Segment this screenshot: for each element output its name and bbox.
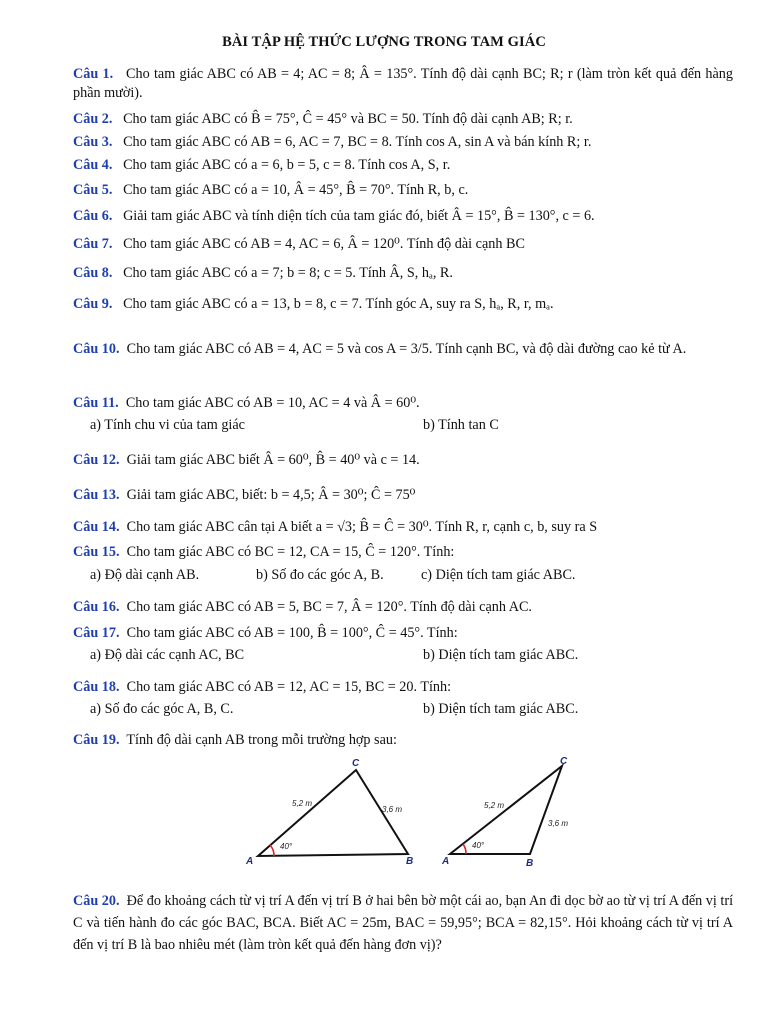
question-label: Câu 9. — [73, 296, 113, 312]
question-text: Để đo khoảng cách từ vị trí A đến vị trí B ở hai bên bờ một cái ao, bạn An đi dọc bờ ao từ vị trí A đến vị trí C và tiến hành đo các góc BAC, BCA. Biết AC = 25m, BAC = 59,95°; BCA = 82,15°. Hỏi khoảng cách từ vị trí A đến vị trí B là bao nhiêu mét (làm tròn kết quả đến hàng đơn vị)? — [73, 893, 734, 953]
question-5 — [73, 181, 733, 200]
question-label: Câu 18. — [73, 679, 120, 695]
question-text: Cho tam giác ABC có B̂ = 75°, Ĉ = 45° và BC = 50. Tính độ dài cạnh AB; R; r. — [123, 111, 573, 127]
question-20 — [73, 890, 733, 956]
question-text: Cho tam giác ABC có AB = 4, AC = 5 và cos A = 3/5. Tính cạnh BC, và độ dài đường cao kẻ từ A. — [126, 341, 687, 357]
question-16 — [73, 598, 733, 617]
question-2 — [73, 110, 733, 129]
question-text: Cho tam giác ABC có a = 6, b = 5, c = 8. Tính cos A, S, r. — [123, 157, 451, 173]
triangle-shape — [450, 766, 562, 854]
question-text: Cho tam giác ABC có AB = 12, AC = 15, BC = 20. Tính: — [126, 679, 452, 695]
question-label: Câu 12. — [73, 452, 120, 468]
question-label: Câu 7. — [73, 236, 113, 252]
side-bc-label: 3,6 m — [382, 805, 403, 814]
question-text: Cho tam giác ABC có BC = 12, CA = 15, Ĉ = 120°. Tính: — [126, 544, 455, 560]
vertex-b-label: B — [526, 858, 534, 868]
angle-a-label: 40° — [280, 842, 293, 851]
question-label: Câu 6. — [73, 208, 113, 224]
question-label: Câu 1. — [73, 66, 114, 82]
question-text: Giải tam giác ABC, biết: b = 4,5; Â = 30⁰; Ĉ = 75⁰ — [126, 487, 416, 503]
triangle-figure-1 — [240, 756, 430, 868]
question-7 — [73, 235, 733, 254]
question-text: Giải tam giác ABC biết Â = 60⁰, B̂ = 40⁰ và c = 14. — [126, 452, 420, 468]
question-label: Câu 17. — [73, 625, 120, 641]
question-text: Cho tam giác ABC cân tại A biết a = √3; B̂ = Ĉ = 30⁰. Tính R, r, cạnh c, b, suy ra S — [126, 519, 598, 535]
question-text: Cho tam giác ABC có AB = 5, BC = 7, Â = 120°. Tính độ dài cạnh AC. — [126, 599, 532, 615]
question-6 — [73, 207, 733, 226]
question-label: Câu 19. — [73, 732, 120, 748]
question-19 — [73, 731, 733, 750]
question-label: Câu 5. — [73, 182, 113, 198]
question-15-part-b: b) Số đo các góc A, B. — [256, 567, 384, 583]
angle-arc — [270, 845, 274, 856]
question-text: Cho tam giác ABC có AB = 6, AC = 7, BC = 8. Tính cos A, sin A và bán kính R; r. — [123, 134, 592, 150]
question-1 — [73, 65, 733, 102]
question-label: Câu 11. — [73, 395, 119, 411]
question-8 — [73, 264, 733, 283]
question-label: Câu 10. — [73, 341, 120, 357]
vertex-c-label: C — [352, 758, 360, 769]
question-text: Giải tam giác ABC và tính diện tích của tam giác đó, biết Â = 15°, B̂ = 130°, c = 6. — [123, 208, 595, 224]
question-text: Cho tam giác ABC có AB = 100, B̂ = 100°, Ĉ = 45°. Tính: — [126, 625, 458, 641]
vertex-a-label: A — [246, 856, 254, 867]
side-ac-label: 5,2 m — [484, 801, 505, 810]
vertex-b-label: B — [406, 856, 414, 867]
question-15-part-a: a) Độ dài cạnh AB. — [90, 567, 200, 583]
question-9 — [73, 295, 733, 314]
question-label: Câu 4. — [73, 157, 113, 173]
angle-arc — [463, 844, 466, 854]
question-11-part-a: a) Tính chu vi của tam giác — [90, 417, 245, 433]
question-label: Câu 16. — [73, 599, 120, 615]
question-label: Câu 20. — [73, 893, 120, 909]
angle-a-label: 40° — [472, 841, 485, 850]
question-label: Câu 13. — [73, 487, 120, 503]
question-text: Cho tam giác ABC có AB = 4, AC = 6, Â = 120⁰. Tính độ dài cạnh BC — [123, 236, 525, 252]
question-13 — [73, 486, 733, 505]
question-text: Cho tam giác ABC có a = 10, Â = 45°, B̂ = 70°. Tính R, b, c. — [123, 182, 469, 198]
vertex-c-label: C — [560, 756, 568, 767]
question-18-part-a: a) Số đo các góc A, B, C. — [90, 701, 234, 717]
question-10 — [73, 336, 733, 363]
question-label: Câu 14. — [73, 519, 120, 535]
question-18-part-b: b) Diện tích tam giác ABC. — [423, 701, 579, 717]
question-17 — [73, 624, 733, 643]
question-18 — [73, 678, 733, 697]
question-3 — [73, 133, 733, 152]
side-ac-label: 5,2 m — [292, 799, 313, 808]
question-17-part-b: b) Diện tích tam giác ABC. — [423, 647, 579, 663]
question-text: Cho tam giác ABC có AB = 10, AC = 4 và Â = 60⁰. — [125, 395, 420, 411]
page-title: BÀI TẬP HỆ THỨC LƯỢNG TRONG TAM GIÁC — [222, 34, 546, 50]
question-15-part-c: c) Diện tích tam giác ABC. — [421, 567, 576, 583]
question-17-part-a: a) Độ dài các cạnh AC, BC — [90, 647, 245, 663]
question-label: Câu 2. — [73, 111, 113, 127]
question-11-part-b: b) Tính tan C — [423, 417, 499, 433]
question-14 — [73, 518, 733, 537]
question-11 — [73, 394, 733, 413]
question-label: Câu 8. — [73, 265, 113, 281]
question-label: Câu 3. — [73, 134, 113, 150]
side-bc-label: 3,6 m — [548, 819, 569, 828]
triangle-figure-2 — [440, 756, 580, 868]
question-text: Tính độ dài cạnh AB trong mỗi trường hợp sau: — [126, 732, 397, 748]
question-4 — [73, 156, 733, 175]
question-text: Cho tam giác ABC có AB = 4; AC = 8; Â = 135°. Tính độ dài cạnh BC; R; r (làm tròn kết quả đến hàng phần mười). — [73, 66, 733, 101]
question-12 — [73, 451, 733, 470]
vertex-a-label: A — [442, 856, 450, 867]
question-label: Câu 15. — [73, 544, 120, 560]
question-15 — [73, 543, 733, 562]
question-text: Cho tam giác ABC có a = 7; b = 8; c = 5. Tính Â, S, hₐ, R. — [123, 265, 453, 281]
question-text: Cho tam giác ABC có a = 13, b = 8, c = 7. Tính góc A, suy ra S, hₐ, R, r, mₐ. — [123, 296, 554, 312]
